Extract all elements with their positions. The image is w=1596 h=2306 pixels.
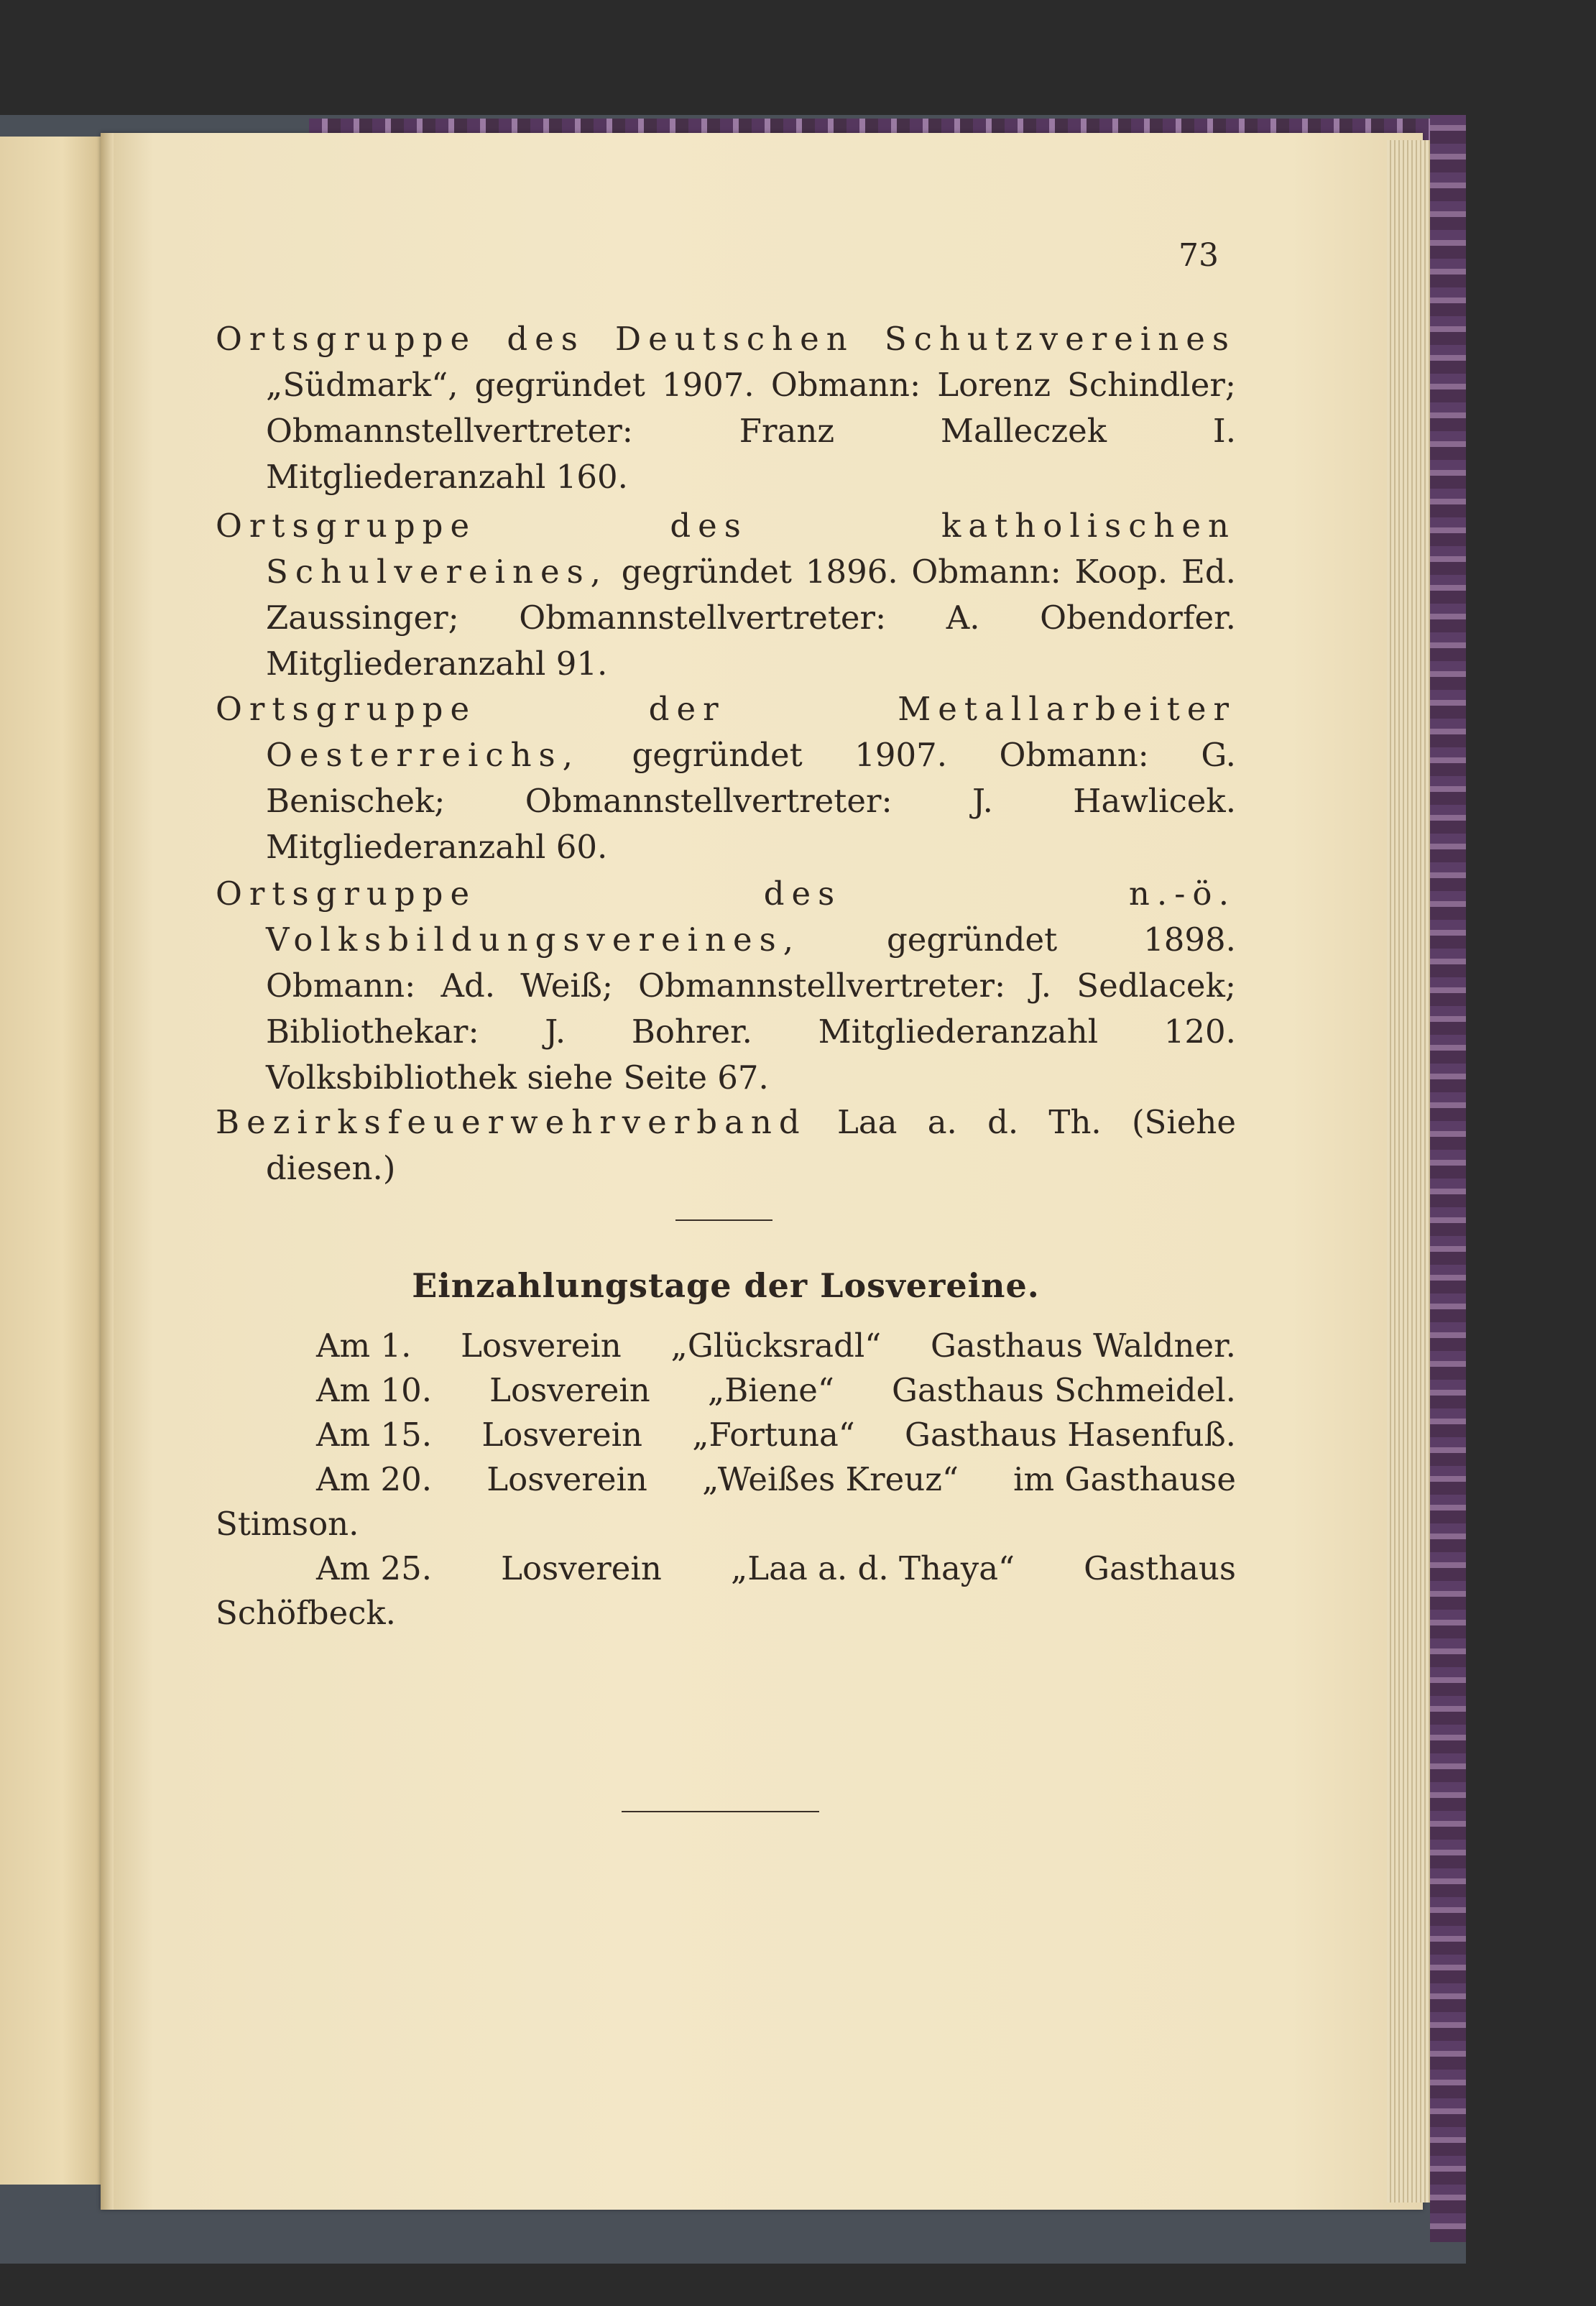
- list-item-continuation: Schöfbeck.: [216, 1594, 396, 1632]
- entry-text: gegründet 1907. Obmann: G. Benischek; Obmannstellvertreter: J. Hawlicek. Mitgliederanzahl 60.: [266, 736, 1236, 866]
- entry-text: gegründet 1896. Obmann: Koop. Ed. Zaussinger; Obmannstellvertreter: A. Obendorfer. Mitgliederanzahl 91.: [266, 553, 1236, 683]
- entry-feuerwehr: [216, 1099, 1236, 1191]
- entry-schulverein: [216, 503, 1236, 687]
- marbled-cover-edge: [1430, 115, 1466, 2242]
- list-item: Am 1. Losverein „Glücksradl“ Gasthaus Waldner.: [316, 1327, 1236, 1365]
- page-number: 73: [1178, 237, 1219, 274]
- divider-long: [622, 1811, 819, 1812]
- entry-text: „Südmark“, gegründet 1907. Obmann: Lorenz Schindler; Obmannstellvertreter: Franz Malleczek I. Mitgliederanzahl 160.: [266, 366, 1236, 496]
- list-item: Am 10. Losverein „Biene“ Gasthaus Schmeidel.: [316, 1371, 1236, 1409]
- page-gutter: [101, 133, 114, 2210]
- payment-list: [216, 1324, 1236, 1636]
- entry-name: Ortsgruppe der Metallarbeiter Oesterreichs,: [216, 690, 1236, 774]
- list-item-continuation: Stimson.: [216, 1505, 359, 1543]
- entry-name: Bezirksfeuerwehrverband: [216, 1103, 807, 1141]
- entry-name: Ortsgruppe des katholischen Schulvereines,: [216, 507, 1236, 591]
- entry-name: Ortsgruppe des Deutschen Schutzvereines: [216, 320, 1236, 358]
- page-stack-edges: [1387, 140, 1430, 2203]
- section-heading: Einzahlungstage der Losvereine.: [412, 1266, 1040, 1305]
- entry-metallarbeiter: [216, 686, 1236, 870]
- list-item: Am 20. Losverein „Weißes Kreuz“ im Gasthause: [316, 1460, 1236, 1498]
- entry-volksbildung: [216, 871, 1236, 1101]
- entry-suedmark: [216, 316, 1236, 500]
- list-item: Am 25. Losverein „Laa a. d. Thaya“ Gasthaus: [316, 1549, 1236, 1587]
- divider-short: [675, 1219, 772, 1221]
- left-page-edge: [0, 137, 104, 2185]
- list-item: Am 15. Losverein „Fortuna“ Gasthaus Hasenfuß.: [316, 1416, 1236, 1454]
- entry-text: Laa a. d. Th. (Siehe diesen.): [266, 1103, 1236, 1187]
- entry-text: gegründet 1898. Obmann: Ad. Weiß; Obmannstellvertreter: J. Sedlacek; Bibliothekar: J. Bohrer. Mitgliederanzahl 120. Volksbibliothek siehe Seite 67.: [266, 921, 1236, 1097]
- entry-name: Ortsgruppe des n.-ö. Volksbildungsvereines,: [216, 875, 1236, 959]
